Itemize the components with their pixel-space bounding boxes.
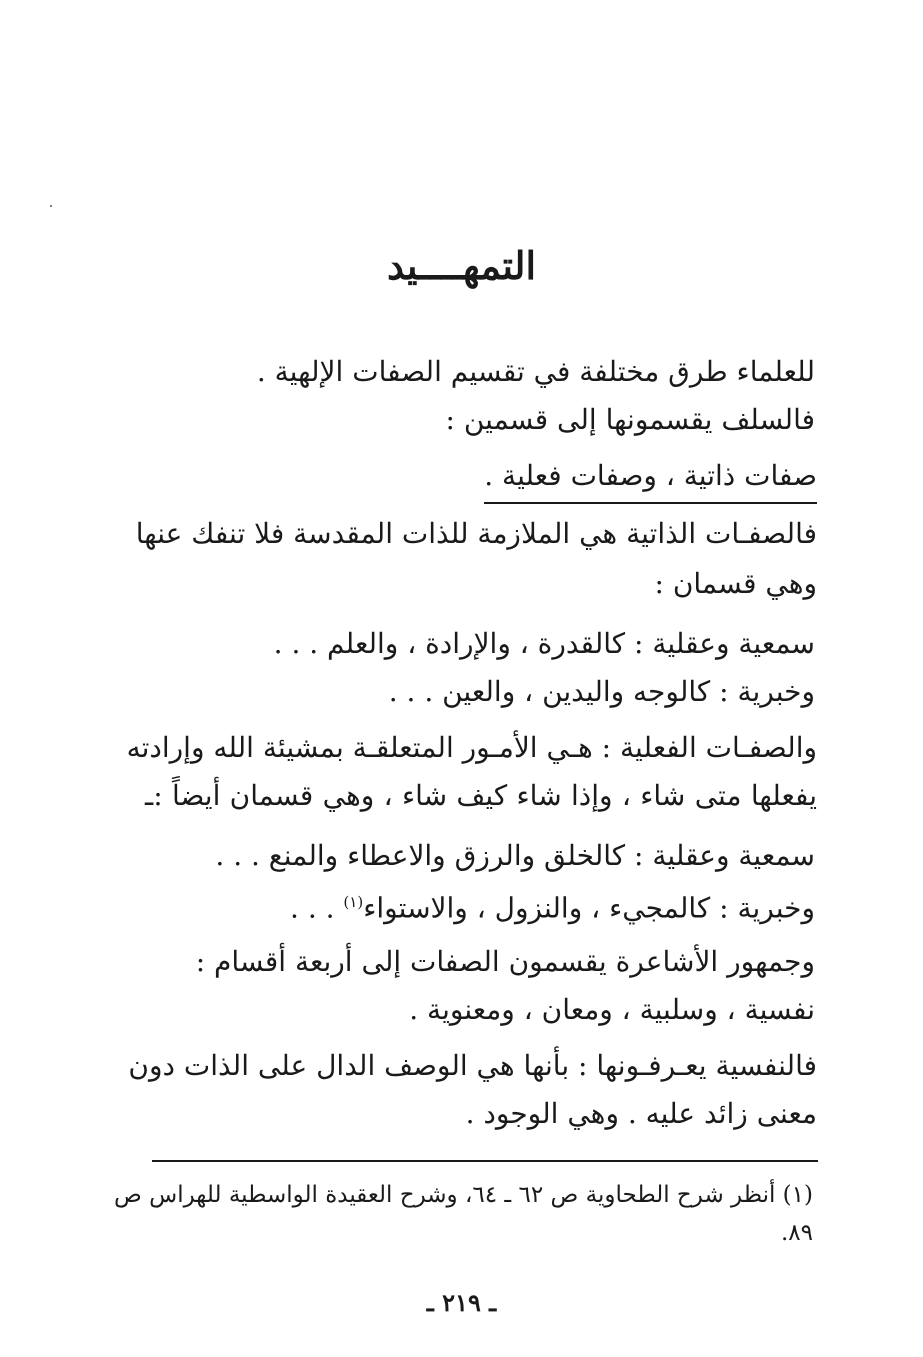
page-title: التمهــــيد <box>386 243 537 288</box>
paragraph-text: وخبرية : كالمجيء ، والنزول ، والاستواء <box>363 891 815 925</box>
paragraph-line: يفعلها متى شاء ، وإذا شاء كيف شاء ، وهي قسمان أيضاً :ـ <box>145 779 817 812</box>
footnote-marker: (١) <box>343 893 364 911</box>
section-heading-text: صفات ذاتية ، وصفات فعلية . <box>484 456 817 504</box>
page-number: ـ ٢١٩ ـ <box>426 1288 497 1317</box>
footnote-text: ٨٩. <box>780 1220 813 1246</box>
paragraph-line: والصفـات الفعلية : هـي الأمـور المتعلقـة بمشيئة الله وإرادته <box>126 731 817 764</box>
paragraph-line: معنى زائد عليه . وهي الوجود . <box>465 1097 817 1130</box>
paragraph-line: فالنفسية يعـرفـونها : بأنها هي الوصف الدال على الذات دون <box>128 1049 817 1082</box>
footnote-text: (١) أنظر شرح الطحاوية ص ٦٢ ـ ٦٤، وشرح العقيدة الواسطية للهراس ص <box>114 1182 813 1208</box>
footnote-divider <box>152 1160 818 1162</box>
paragraph-line: وجمهور الأشاعرة يقسمون الصفات إلى أربعة أقسام : <box>195 945 815 978</box>
scan-speck <box>50 205 52 207</box>
paragraph-line: للعلماء طرق مختلفة في تقسيم الصفات الإلهية . <box>256 355 815 388</box>
paragraph-line: نفسية ، وسلبية ، ومعان ، ومعنوية . <box>409 993 815 1026</box>
paragraph-line: فالصفـات الذاتية هي الملازمة للذات المقدسة فلا تنفك عنها <box>135 517 817 550</box>
paragraph-line: فالسلف يقسمونها إلى قسمين : <box>445 403 815 436</box>
section-heading <box>484 456 817 504</box>
paragraph-text: . . . <box>290 891 344 925</box>
paragraph-line: سمعية وعقلية : كالقدرة ، والإرادة ، والعلم . . . <box>273 627 815 660</box>
paragraph-line: سمعية وعقلية : كالخلق والرزق والاعطاء والمنع . . . <box>215 839 815 872</box>
paragraph-line: وهي قسمان : <box>654 567 817 600</box>
paragraph-line <box>290 882 815 928</box>
paragraph-line: وخبرية : كالوجه واليدين ، والعين . . . <box>388 675 815 708</box>
